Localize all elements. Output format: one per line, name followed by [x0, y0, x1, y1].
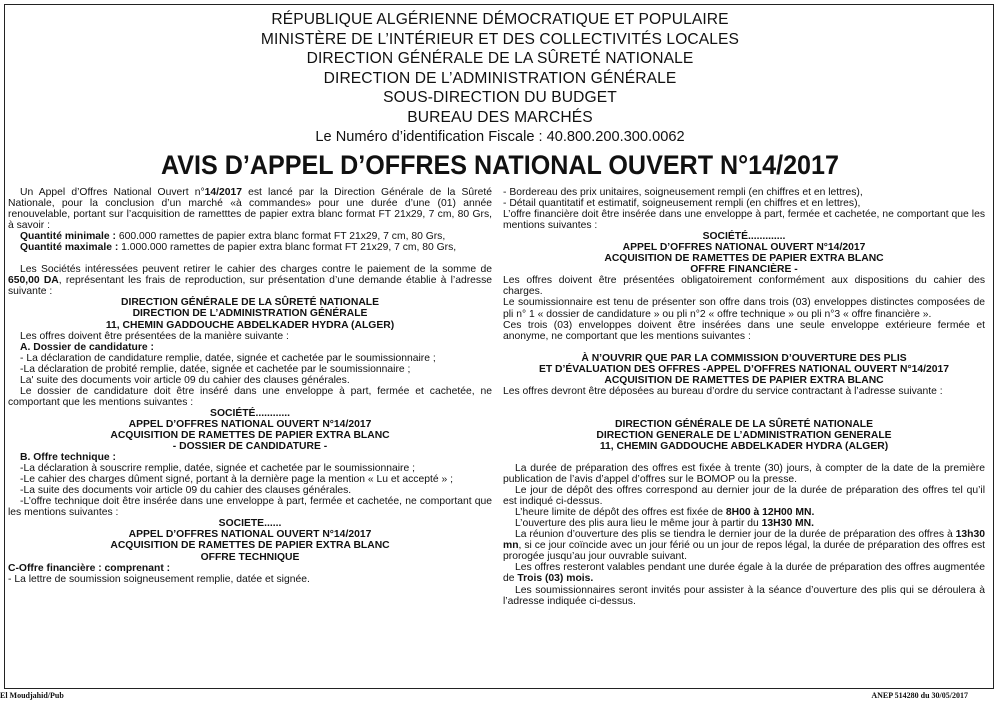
- deposit-address-2: DIRECTION GENERALE DE L’ADMINISTRATION GENERALE: [596, 429, 892, 441]
- section-b-label-1: APPEL D’OFFRES NATIONAL OUVERT N°14/2017: [128, 529, 372, 541]
- intro-text-cont: est lancé par la Direction Générale de la Sûreté Nationale, pour la conclusion d’un marché «à commandes» pour une durée d’une (01) année renouvelable, portant sur l’acquisition de rametttes de papier extra blanc format FT 21x29, 7 cm, 80 Grs, à savoir :: [8, 187, 492, 232]
- section-b-item-3: -La suite des documents voir article 09 du cahier des clauses générales.: [20, 485, 352, 497]
- presentation-text: Les offres doivent être présentées de la manière suivante :: [20, 330, 289, 342]
- quantity-min: [8, 231, 492, 242]
- opening-meeting-cont: , si ce jour coïncide avec un jour férié ou un jour de repos légal, la durée de préparation des offres est prorogée jusqu’au jour ouvrable suivant.: [503, 540, 985, 563]
- section-a-societe: SOCIÉTÉ............: [210, 407, 290, 419]
- retrait-amount: 650,00 DA: [8, 275, 59, 287]
- section-c-label-3: OFFRE FINANCIÈRE -: [690, 264, 798, 276]
- retrait-paragraph: [8, 264, 492, 297]
- section-b-item-4: -L’offre technique doit être insérée dans une enveloppe à part, fermée et cachetée, ne comportant que les mentions suivantes :: [8, 496, 492, 519]
- section-c-societe: SOCIÉTÉ.............: [702, 231, 786, 243]
- envelope-label-1: À N’OUVRIR QUE PAR LA COMMISSION D’OUVERTURE DES PLIS: [581, 352, 907, 364]
- section-a-label-1: APPEL D’OFFRES NATIONAL OUVERT N°14/2017: [128, 418, 372, 430]
- offer-validity-value: Trois (03) mois.: [517, 573, 594, 585]
- quantity-max-text: 1.000.000 ramettes de papier extra blanc format FT 21x29, 7 cm, 80 Grs,: [118, 242, 457, 254]
- footer-reference: ANEP 514280 du 30/05/2017: [871, 691, 968, 700]
- section-b-label-2: ACQUISITION DE RAMETTES DE PAPIER EXTRA BLANC: [110, 540, 390, 552]
- right-column: [503, 187, 985, 607]
- tender-number: 14/2017: [204, 187, 242, 198]
- outer-envelope: Ces trois (03) enveloppes doivent être insérées dans une seule enveloppe extérieure fermée et anonyme, ne comportant que les mentions suivantes :: [503, 319, 985, 342]
- three-envelopes: Le soumissionnaire est tenu de présenter son offre dans trois (03) enveloppes distinctes composées de pli n° 1 « dossier de candidature » ou pli n°2 « offre technique » ou pli n°3 « offre financière ».: [503, 297, 985, 320]
- deposit-day: Le jour de dépôt des offres correspond au dernier jour de la durée de préparation des offres tel qu’il est indiqué ci-dessus.: [503, 485, 985, 508]
- preparation-duration: La durée de préparation des offres est fixée à trente (30) jours, à compter de la date de la première publication de l’avis d’appel d’offres sur le BOMOP ou la presse.: [503, 462, 985, 486]
- address-line-2: DIRECTION DE L’ADMINISTRATION GÉNÉRALE: [132, 308, 368, 320]
- section-a-item-3: La' suite des documents voir article 09 du cahier des clauses générales.: [20, 374, 350, 386]
- section-c-item-3: - Détail quantitatif et estimatif, soigneusement rempli (en chiffres et en lettres),: [503, 198, 861, 210]
- section-b-label-3: OFFRE TECHNIQUE: [200, 551, 300, 563]
- footer-publisher: El Moudjahid/Pub: [0, 691, 64, 700]
- section-b-heading: B. Offre technique :: [20, 452, 116, 464]
- header: [0, 10, 1000, 147]
- quantity-min-label: Quantité minimale :: [20, 231, 116, 243]
- offer-validity-text: Les offres resteront valables pendant une durée égale à la durée de préparation des offres augmentée de: [503, 562, 985, 585]
- envelope-label-2: ET D’ÉVALUATION DES OFFRES -APPEL D’OFFRES NATIONAL OUVERT N°14/2017: [538, 363, 950, 375]
- deposit-text: Les offres devront être déposées au bureau d’ordre du service contractant à l’adresse suivante :: [503, 385, 943, 397]
- deposit-address-3: 11, CHEMIN GADDOUCHE ABDELKADER HYDRA (ALGER): [599, 440, 889, 452]
- intro-paragraph: [8, 187, 492, 231]
- address-line-3: 11, CHEMIN GADDOUCHE ABDELKADER HYDRA (ALGER): [105, 319, 395, 331]
- opening-meeting: [503, 529, 985, 562]
- quantity-max-label: Quantité maximale :: [20, 242, 119, 254]
- header-line-sdb: SOUS-DIRECTION DU BUDGET: [383, 89, 617, 107]
- section-c-heading: C-Offre financière : comprenant :: [8, 562, 171, 574]
- header-line-bureau: BUREAU DES MARCHÉS: [407, 108, 593, 126]
- deposit-hours: [503, 507, 985, 518]
- section-c-item-4: L’offre financière doit être insérée dans une enveloppe à part, fermée et cachetée, ne comportant que les mentions suivantes :: [503, 209, 985, 232]
- retrait-text-cont: , représentant les frais de reproduction, sur présentation d’une demande établie à l’adresse suivante :: [8, 275, 493, 298]
- header-line-dag: DIRECTION DE L’ADMINISTRATION GÉNÉRALE: [323, 69, 677, 87]
- section-c-label-1: APPEL D’OFFRES NATIONAL OUVERT N°14/2017: [622, 242, 866, 254]
- section-a-item-2: -La déclaration de probité remplie, datée, signée et cachetée par le soumissionnaire ;: [20, 363, 411, 375]
- section-c-item-2: - Bordereau des prix unitaires, soigneusement rempli (en chiffres et en lettres),: [503, 187, 863, 198]
- envelope-label-3: ACQUISITION DE RAMETTES DE PAPIER EXTRA BLANC: [604, 374, 884, 386]
- section-b-item-2: -Le cahier des charges dûment signé, portant à la dernière page la mention « Lu et accepté » ;: [20, 474, 453, 486]
- section-a-item-4: Le dossier de candidature doit être inséré dans une enveloppe à part, fermée et cachetée, ne comportant que les mentions suivantes :: [8, 385, 492, 408]
- retrait-text: Les Sociétés intéressées peuvent retirer le cahier des charges contre le paiement de la somme de: [20, 264, 492, 276]
- section-a-heading: A. Dossier de candidature :: [20, 341, 154, 353]
- header-line-dgsn: DIRECTION GÉNÉRALE DE LA SÛRETÉ NATIONALE: [306, 50, 694, 68]
- invitation-text: Les soumissionnaires seront invités pour assister à la séance d’ouverture des plis qui se déroulera à l’adresse indiquée ci-dessus.: [503, 584, 985, 607]
- fiscal-id: Le Numéro d’identification Fiscale : 40.800.200.300.0062: [315, 128, 685, 145]
- address-line-1: DIRECTION GÉNÉRALE DE LA SÛRETÉ NATIONALE: [120, 297, 380, 309]
- opening-meeting-time: 13h30 mn: [503, 529, 985, 552]
- section-c-item-1: - La lettre de soumission soigneusement remplie, datée et signée.: [8, 573, 310, 585]
- section-a-label-3: - DOSSIER DE CANDIDATURE -: [172, 441, 328, 453]
- section-c-label-2: ACQUISITION DE RAMETTES DE PAPIER EXTRA BLANC: [604, 253, 884, 265]
- section-a-item-1: - La déclaration de candidature remplie, datée, signée et cachetée par le soumissionnaire ;: [20, 352, 436, 364]
- header-line-ministry: MINISTÈRE DE L’INTÉRIEUR ET DES COLLECTIVITÉS LOCALES: [260, 30, 740, 48]
- opening-meeting-text: La réunion d’ouverture des plis se tiendra le dernier jour de la durée de préparation des offres à: [515, 529, 956, 541]
- deposit-address-1: DIRECTION GÉNÉRALE DE LA SÛRETÉ NATIONALE: [614, 418, 874, 430]
- section-a-label-2: ACQUISITION DE RAMETTES DE PAPIER EXTRA BLANC: [110, 429, 390, 441]
- quantity-min-text: 600.000 ramettes de papier extra blanc format FT 21x29, 7 cm, 80 Grs,: [115, 231, 446, 243]
- left-column: [8, 187, 492, 585]
- offer-validity: [503, 562, 985, 584]
- deposit-hours-text: L’heure limite de dépôt des offres est fixée de: [515, 507, 726, 519]
- section-b-item-1: -La déclaration à souscrire remplie, datée, signée et cachetée par le soumissionnaire ;: [20, 463, 416, 475]
- deposit-hours-value: 8H00 à 12H00 MN.: [725, 507, 815, 519]
- offers-presentation: Les offres doivent être présentées obligatoirement conformément aux dispositions du cahier des charges.: [503, 275, 985, 298]
- quantity-max: [8, 242, 492, 253]
- opening-time-text: L’ouverture des plis aura lieu le même jour à partir du: [515, 518, 762, 530]
- opening-time: [503, 518, 985, 529]
- intro-text: Un Appel d’Offres National Ouvert n°: [20, 187, 205, 198]
- notice-title: AVIS D’APPEL D’OFFRES NATIONAL OUVERT N°14/2017: [161, 150, 839, 180]
- opening-time-value: 13H30 MN.: [761, 518, 814, 530]
- header-line-republic: RÉPUBLIQUE ALGÉRIENNE DÉMOCRATIQUE ET POPULAIRE: [271, 11, 729, 28]
- section-b-societe: SOCIETE......: [218, 518, 282, 530]
